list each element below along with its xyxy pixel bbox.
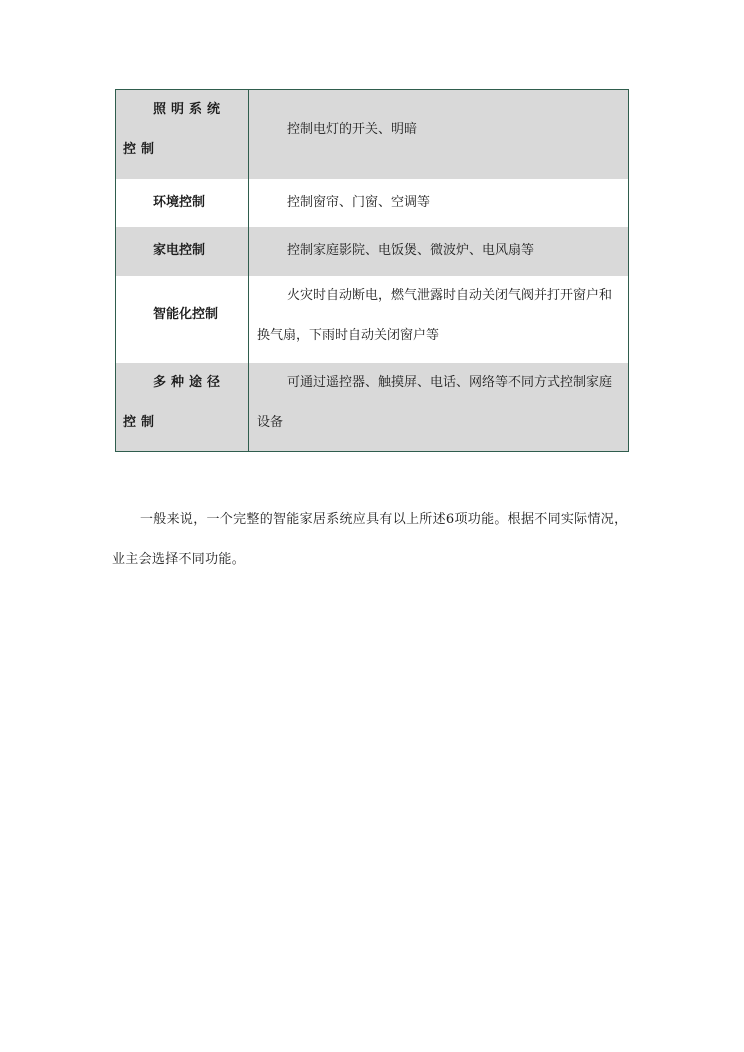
feature-desc-cell [249, 90, 629, 180]
table-row [116, 90, 629, 180]
feature-name: 智能化控制 [153, 307, 219, 322]
feature-description: 控制窗帘、门窗、空调等 [287, 195, 431, 210]
feature-name-cell [116, 227, 249, 276]
summary-paragraph: 一般来说，一个完整的智能家居系统应具有以上所述6项功能。根据不同实际情况，业主会选择不同功能。 [112, 512, 628, 567]
feature-description: 可通过遥控器、触摸屏、电话、网络等不同方式控制家庭设备 [257, 375, 613, 430]
feature-name-cell [116, 179, 249, 227]
feature-description: 控制家庭影院、电饭煲、微波炉、电风扇等 [287, 243, 535, 258]
feature-name-cell [116, 276, 249, 363]
feature-description: 火灾时自动断电，燃气泄露时自动关闭气阀并打开窗户和换气扇，下雨时自动关闭窗户等 [257, 288, 613, 343]
table-row [116, 227, 629, 276]
feature-desc-cell [249, 227, 629, 276]
feature-desc-cell [249, 179, 629, 227]
feature-name-cell [116, 90, 249, 180]
feature-name: 照明系统控制 [123, 102, 226, 157]
feature-name: 环境控制 [153, 195, 206, 210]
feature-name: 家电控制 [153, 243, 206, 258]
feature-description: 控制电灯的开关、明暗 [287, 122, 418, 137]
feature-name-cell [116, 363, 249, 452]
feature-name: 多种途径控制 [123, 375, 226, 430]
feature-table [115, 89, 629, 452]
table-row [116, 179, 629, 227]
feature-desc-cell [249, 276, 629, 363]
table-row [116, 363, 629, 452]
feature-desc-cell [249, 363, 629, 452]
table-row [116, 276, 629, 363]
